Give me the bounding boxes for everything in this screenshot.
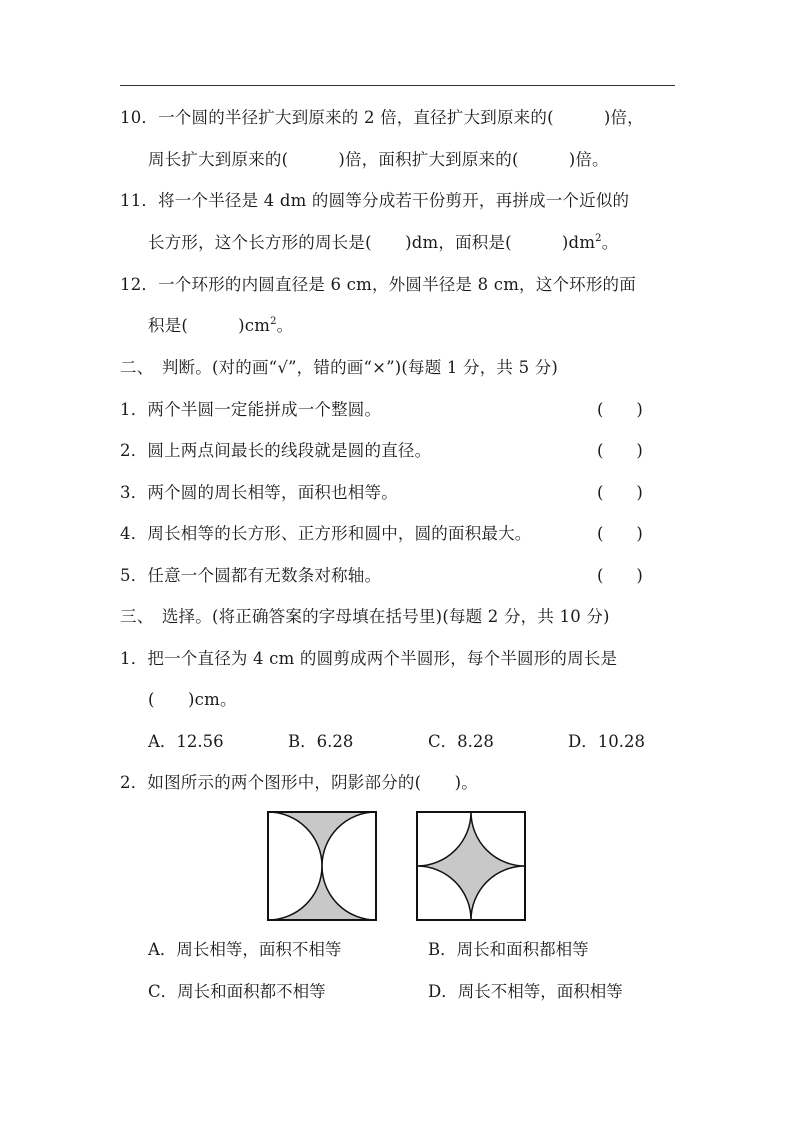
choice-q1-option-d: D．10.28 (568, 732, 645, 751)
judge-item-2: 2．圆上两点间最长的线段就是圆的直径。 (120, 441, 432, 460)
q11-line1: 11．将一个半径是 4 dm 的圆等分成若干份剪开，再拼成一个近似的 (120, 191, 630, 210)
choice-q2-option-d: D．周长不相等，面积相等 (428, 982, 623, 1001)
judge-answer-4: ( ) (597, 524, 643, 543)
judge-item-3: 3．两个圆的周长相等，面积也相等。 (120, 483, 398, 502)
top-rule (120, 85, 675, 86)
judge-item-1: 1．两个半圆一定能拼成一个整圆。 (120, 400, 382, 419)
judge-answer-3: ( ) (597, 483, 643, 502)
q12-line2 (148, 316, 293, 336)
section3-heading: 三、 选择。(将正确答案的字母填在括号里)(每题 2 分，共 10 分) (120, 607, 610, 626)
judge-answer-5: ( ) (597, 566, 643, 585)
choice-q1-line2: ( )cm。 (148, 690, 237, 709)
q11-superscript: 2 (595, 232, 602, 244)
q12-superscript: 2 (270, 315, 277, 327)
choice-q1-line1: 1．把一个直径为 4 cm 的圆剪成两个半圆形，每个半圆形的周长是 (120, 649, 618, 668)
q11-line2 (148, 233, 618, 253)
choice-q2-line1: 2．如图所示的两个图形中，阴影部分的( )。 (120, 773, 478, 792)
q12-line2-end: 。 (276, 316, 294, 335)
judge-answer-2: ( ) (597, 441, 643, 460)
choice-q1-option-c: C．8.28 (428, 732, 494, 751)
q12-line2-text: 积是( )cm (148, 316, 271, 335)
q11-line2-text: 长方形，这个长方形的周长是( )dm，面积是( )dm (148, 233, 596, 252)
choice-q1-option-b: B．6.28 (288, 732, 354, 751)
q11-line2-end: 。 (601, 233, 619, 252)
judge-item-4: 4．周长相等的长方形、正方形和圆中，圆的面积最大。 (120, 524, 532, 543)
figure-semicircles (267, 811, 377, 921)
choice-q2-option-a: A．周长相等，面积不相等 (148, 940, 342, 959)
choice-q2-option-c: C．周长和面积都不相等 (148, 982, 326, 1001)
judge-item-5: 5．任意一个圆都有无数条对称轴。 (120, 566, 382, 585)
q12-line1: 12．一个环形的内圆直径是 6 cm，外圆半径是 8 cm，这个环形的面 (120, 275, 636, 294)
choice-q1-option-a: A．12.56 (148, 732, 224, 751)
figure-quarter-circles (416, 811, 526, 921)
choice-q2-option-b: B．周长和面积都相等 (428, 940, 589, 959)
section2-heading: 二、 判断。(对的画“√”，错的画“×”)(每题 1 分，共 5 分) (120, 358, 559, 377)
q10-line1: 10．一个圆的半径扩大到原来的 2 倍，直径扩大到原来的( )倍， (120, 108, 644, 127)
q10-line2: 周长扩大到原来的( )倍，面积扩大到原来的( )倍。 (148, 150, 609, 169)
judge-answer-1: ( ) (597, 400, 643, 419)
